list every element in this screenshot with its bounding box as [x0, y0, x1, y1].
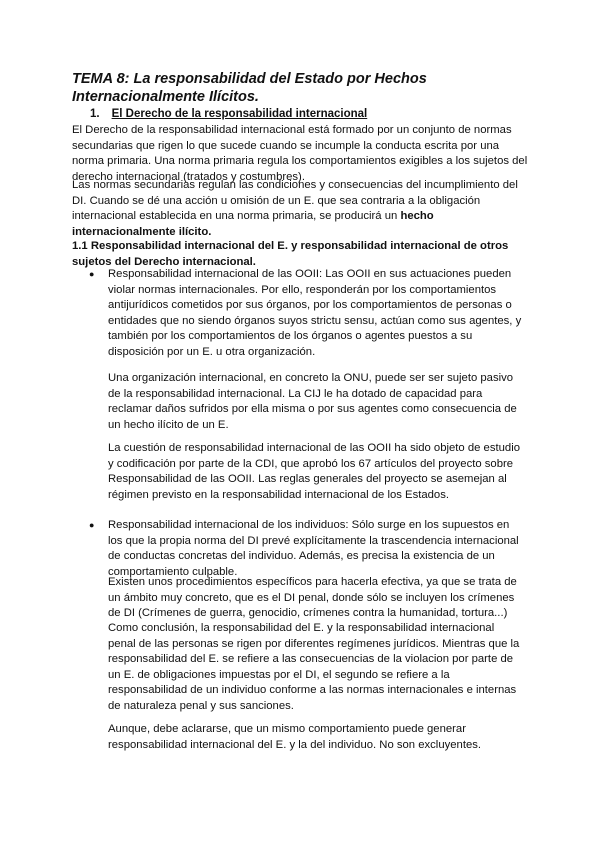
section-1-paragraph-2: [72, 178, 532, 240]
bullet-2-paragraph-1: Responsabilidad internacional de los individuos: Sólo surge en los supuestos en los que la propia norma del DI prevé explícitamente la trascendencia internacional de conductas concretas del individuo. Además, es precisa la existencia de un comportamiento culpable.: [108, 519, 519, 578]
section-1-heading: [90, 107, 367, 122]
title-rest: : La responsabilidad del Estado por Hechos Internacionalmente Ilícitos.: [72, 71, 427, 105]
title-tema: TEMA 8: [72, 71, 125, 87]
section-1-1-heading: 1.1 Responsabilidad internacional del E. y responsabilidad internacional de otros sujetos del Derecho internacional.: [72, 240, 509, 268]
section-1-paragraph-2-text: Las normas secundarias regulan las condiciones y consecuencias del incumplimiento del DI. Cuando se dé una acción u omisión de un E. que sea contraria a la obligación internacional establecida en una norma primaria, se producirá un: [72, 179, 518, 222]
section-1-paragraph-1: El Derecho de la responsabilidad internacional está formado por un conjunto de normas secundarias que rigen lo que sucede cuando se incumple la conducta escrita por una norma primaria. Una norma primaria regula los comportamientos exigibles a los sujetos del derecho internacional (tratados y costumbres).: [72, 124, 528, 183]
bullet-2-marker: ●: [89, 520, 95, 530]
bullet-2-paragraph-4: Aunque, debe aclararse, que un mismo comportamiento puede generar responsabilidad internacional del E. y la del individuo. No son excluyentes.: [108, 723, 482, 751]
bullet-1-paragraph-2: Una organización internacional, en concreto la ONU, puede ser ser sujeto pasivo de la responsabilidad internacional. La CIJ le ha dotado de capacidad para reclamar daños sufridos por ella misma o por sus agentes como consecuencia de un hecho ilícito de un E.: [108, 372, 517, 431]
section-1-number: 1.: [90, 108, 100, 120]
section-1-heading-text: El Derecho de la responsabilidad internacional: [111, 108, 368, 120]
bullet-1-paragraph-1: Responsabilidad internacional de las OOII: Las OOII en sus actuaciones pueden violar normas internacionales. Por ello, responderán por los comportamientos antijurídicos cometidos por sus órganos, por los comportamientos de personas o entidades que no siendo órganos suyos strictu sensu, actúan como sus agentes, y también por los comportamientos de los órganos o agentes puestos a su disposición por un E. u otra organización.: [108, 268, 522, 358]
bullet-1-paragraph-3: La cuestión de responsabilidad internacional de las OOII ha sido objeto de estudio y codificación por parte de la CDI, que aprobó los 67 artículos del proyecto sobre Responsabilidad de las OOII. Las reglas generales del proyecto se asemejan al régimen previsto en la responsabilidad internacional de los Estados.: [108, 442, 520, 501]
bullet-2-paragraph-3: Como conclusión, la responsabilidad del E. y la responsabilidad internacional penal de las personas se rigen por diferentes regímenes jurídicos. Mientras que la responsabilidad del E. se refiere a las consecuencias de la violacion por parte de un E. de obligaciones impuestas por el DI, el segundo se refiere a la responsabilidad de un individuo conforme a las normas internacionales e internas de naturaleza penal y sus sanciones.: [108, 622, 520, 712]
page-title: [72, 70, 542, 106]
bullet-1-marker: ●: [89, 269, 95, 279]
bullet-2-paragraph-2: Existen unos procedimientos específicos para hacerla efectiva, ya que se trata de un ámbito muy concreto, que es el DI penal, donde sólo se incluyen los crímenes de DI (Crímenes de guerra, genocidio, crímenes contra la humanidad, tortura...): [108, 576, 517, 619]
ilicit-act-term: hecho internacionalmente ilícito.: [72, 210, 434, 238]
